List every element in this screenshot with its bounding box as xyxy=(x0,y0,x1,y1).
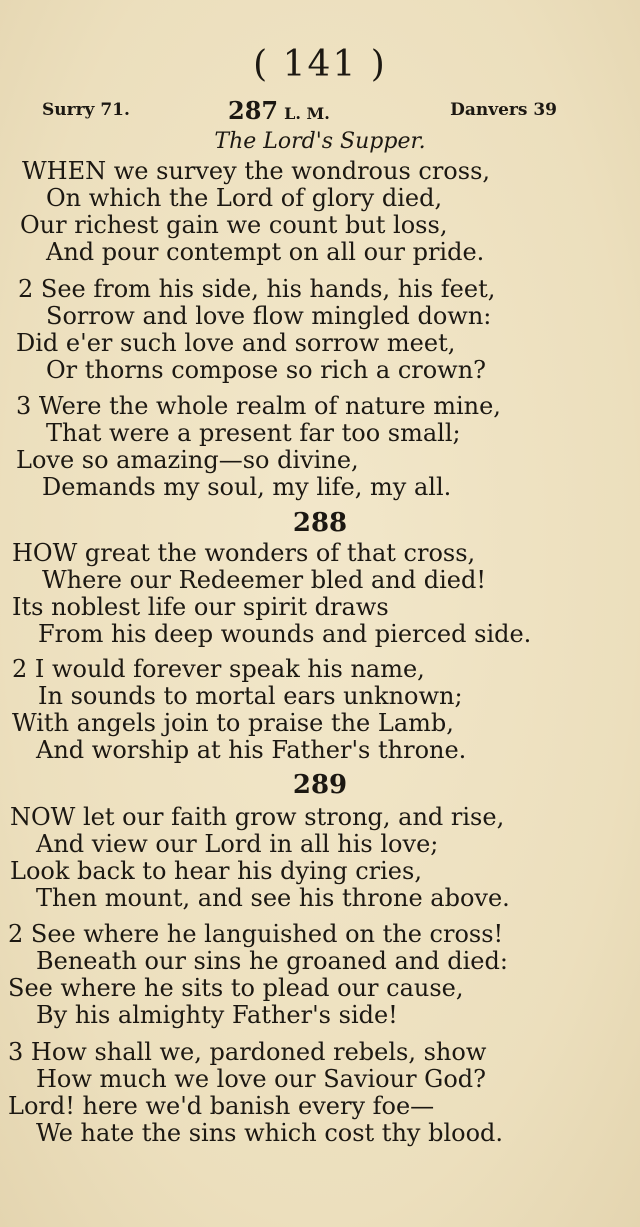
hymn-line: 2 See where he languished on the cross! xyxy=(8,920,504,948)
hymn-line: Lord! here we'd banish every foe— xyxy=(8,1092,435,1120)
hymn-line: In sounds to mortal ears unknown; xyxy=(38,682,463,710)
hymn-line: Beneath our sins he groaned and died: xyxy=(36,947,508,975)
hymn-line: 3 Were the whole realm of nature mine, xyxy=(16,392,501,420)
hymn-line: See where he sits to plead our cause, xyxy=(8,974,464,1002)
hymn-line: 2 I would forever speak his name, xyxy=(12,655,425,683)
hymn-line: Or thorns compose so rich a crown? xyxy=(46,356,487,384)
hymn-line: Sorrow and love flow mingled down: xyxy=(46,302,492,330)
hymn-line: Where our Redeemer bled and died! xyxy=(42,566,486,594)
hymn-line: By his almighty Father's side! xyxy=(36,1001,398,1029)
hymn-line: With angels join to praise the Lamb, xyxy=(12,709,454,737)
hymn-line: Did e'er such love and sorrow meet, xyxy=(16,329,456,357)
tune-left: Surry 71. xyxy=(42,100,130,120)
hymn-line: 3 How shall we, pardoned rebels, show xyxy=(8,1038,487,1066)
meter: L. M. xyxy=(284,104,330,123)
page-number: ( 141 ) xyxy=(253,44,387,85)
hymn-line: Love so amazing—so divine, xyxy=(16,446,359,474)
hymn-number: 289 xyxy=(292,770,348,800)
hymn-number: 288 xyxy=(292,508,348,538)
hymn-line: That were a present far too small; xyxy=(46,419,461,447)
hymn-line: Our richest gain we count but loss, xyxy=(20,211,448,239)
hymn-line: And pour contempt on all our pride. xyxy=(46,238,485,266)
hymn-line: NOW let our faith grow strong, and rise, xyxy=(10,803,505,831)
hymn-line: Demands my soul, my life, my all. xyxy=(42,473,452,501)
hymn-line: We hate the sins which cost thy blood. xyxy=(36,1119,504,1147)
tune-right: Danvers 39 xyxy=(450,100,557,120)
hymn-line: From his deep wounds and pierced side. xyxy=(38,620,532,648)
hymn-number: 287 xyxy=(228,96,279,125)
hymn-line: On which the Lord of glory died, xyxy=(46,184,443,212)
hymn-287-number-meter xyxy=(228,96,330,125)
hymn-287-title: The Lord's Supper. xyxy=(214,129,426,154)
hymn-line: Then mount, and see his throne above. xyxy=(36,884,510,912)
hymn-line: 2 See from his side, his hands, his feet, xyxy=(18,275,496,303)
hymn-line: Its noblest life our spirit draws xyxy=(12,593,389,621)
hymn-line: And view our Lord in all his love; xyxy=(36,830,439,858)
hymn-line: How much we love our Saviour God? xyxy=(36,1065,487,1093)
hymn-line: Look back to hear his dying cries, xyxy=(10,857,422,885)
hymn-line: HOW great the wonders of that cross, xyxy=(12,539,476,567)
hymn-line: And worship at his Father's throne. xyxy=(36,736,467,764)
hymn-line: WHEN we survey the wondrous cross, xyxy=(22,157,491,185)
hymn-287-header xyxy=(42,96,557,126)
